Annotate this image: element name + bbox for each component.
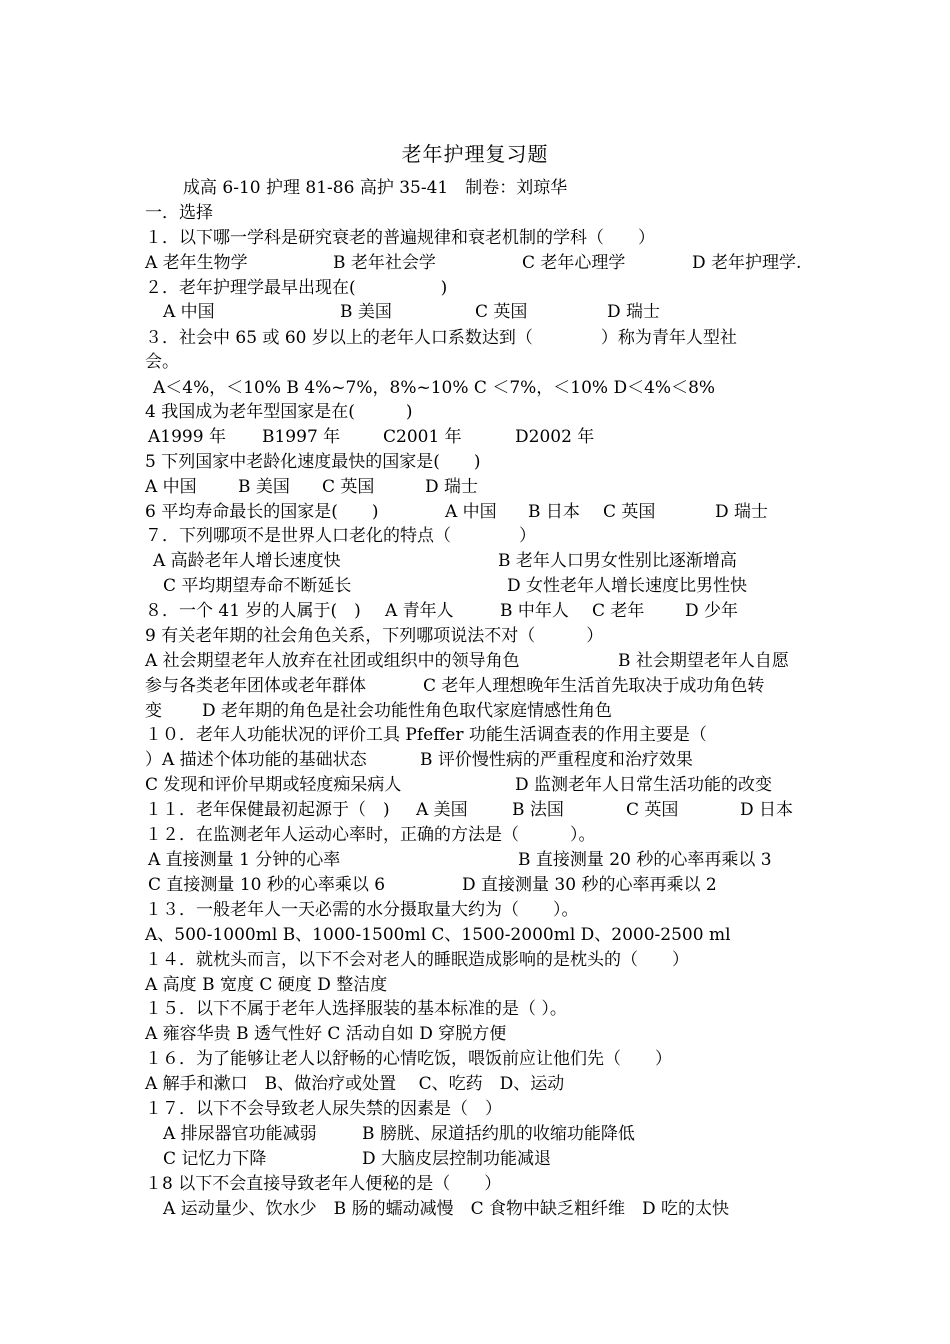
question-12: １２．在监测老年人运动心率时，正确的方法是（ ）。 [145,825,596,845]
q12-option-a: A 直接测量 1 分钟的心率 [148,850,341,870]
q8-option-d: D 少年 [685,601,739,621]
q9-option-c: C 老年人理想晚年生活首先取决于成功角色转 [423,676,765,696]
q9-option-b-cont: 参与各类老年团体或老年群体 [145,676,366,696]
q16-options: A 解手和漱口 B、做治疗或处置 C、吃药 D、运动 [145,1074,565,1094]
q11-option-b: B 法国 [512,800,564,820]
section-heading: 一．选择 [145,203,213,223]
q18-options: A 运动量少、饮水少 B 肠的蠕动减慢 C 食物中缺乏粗纤维 D 吃的太快 [163,1199,730,1219]
q10-option-c: C 发现和评价早期或轻度痴呆病人 [145,775,402,795]
q15-options: A 雍容华贵 B 透气性好 C 活动自如 D 穿脱方便 [145,1024,507,1044]
q11-option-c: C 英国 [626,800,679,820]
question-16: １６．为了能够让老人以舒畅的心情吃饭，喂饭前应让他们先（ ） [145,1049,672,1069]
q10-option-a: ）A 描述个体功能的基础状态 [145,750,367,770]
q7-option-b: B 老年人口男女性别比逐渐增高 [498,551,737,571]
q11-option-d: D 日本 [740,800,794,820]
q7-option-a: A 高龄老年人增长速度快 [153,551,341,571]
question-2: ２．老年护理学最早出现在( ) [145,278,448,298]
q17-option-d: D 大脑皮层控制功能减退 [362,1149,552,1169]
q4-option-c: C2001 年 [383,427,462,447]
q6-option-d: D 瑞士 [715,502,769,522]
q1-option-a: A 老年生物学 [145,253,248,273]
q1-option-b: B 老年社会学 [333,253,436,273]
q5-option-c: C 英国 [322,477,375,497]
page-title: 老年护理复习题 [401,142,549,166]
q5-option-b: B 美国 [238,477,290,497]
question-3: ３．社会中 65 或 60 岁以上的老年人口系数达到（ ）称为青年人型社 [145,328,737,348]
q11-option-a: A 美国 [416,800,468,820]
q9-option-b: B 社会期望老年人自愿 [618,651,789,671]
q4-option-b: B1997 年 [262,427,341,447]
q4-option-d: D2002 年 [515,427,595,447]
question-11: １１．老年保健最初起源于（ ) [145,800,390,820]
question-9: 9 有关老年期的社会角色关系，下列哪项说法不对（ ） [145,626,604,646]
q2-option-b: B 美国 [340,302,392,322]
question-18: １8 以下不会直接导致老年人便秘的是（ ） [145,1174,502,1194]
question-10: １０．老年人功能状况的评价工具 Pfeffer 功能生活调查表的作用主要是（ [145,725,707,745]
q5-option-d: D 瑞士 [425,477,479,497]
q8-option-c: C 老年 [592,601,645,621]
question-8: ８．一个 41 岁的人属于( ) [145,601,361,621]
q10-option-d: D 监测老年人日常生活功能的改变 [515,775,773,795]
q6-option-a: A 中国 [445,502,497,522]
q1-option-d: D 老年护理学. [692,253,802,273]
q7-option-d: D 女性老年人增长速度比男性快 [507,576,748,596]
q5-option-a: A 中国 [145,477,197,497]
q4-option-a: A1999 年 [148,427,226,447]
q1-option-c: C 老年心理学 [522,253,626,273]
q2-option-d: D 瑞士 [607,302,661,322]
q8-option-a: A 青年人 [385,601,454,621]
q12-option-b: B 直接测量 20 秒的心率再乘以 3 [518,850,772,870]
question-3-cont: 会。 [145,352,179,372]
q17-option-b: B 膀胱、尿道括约肌的收缩功能降低 [362,1124,635,1144]
exam-meta: 成高 6-10 护理 81-86 高护 35-41 制卷：刘琼华 [183,178,568,198]
q8-option-b: B 中年人 [500,601,569,621]
q2-option-a: A 中国 [163,302,215,322]
q17-option-a: A 排尿器官功能减弱 [163,1124,317,1144]
q17-option-c: C 记忆力下降 [163,1149,267,1169]
q10-option-b: B 评价慢性病的严重程度和治疗效果 [420,750,693,770]
question-17: １７．以下不会导致老人尿失禁的因素是（ ） [145,1099,502,1119]
q9-option-d: D 老年期的角色是社会功能性角色取代家庭情感性角色 [202,701,613,721]
q13-options: A、500-1000ml B、1000-1500ml C、1500-2000ml D、2000-2500 ml [145,925,731,945]
q12-option-d: D 直接测量 30 秒的心率再乘以 2 [462,875,717,895]
question-1: １．以下哪一学科是研究衰老的普遍规律和衰老机制的学科（ ） [145,228,655,248]
q9-option-c-cont: 变 [145,701,162,721]
question-13: １３．一般老年人一天必需的水分摄取量大约为（ ）。 [145,900,579,920]
question-7: ７．下列哪项不是世界人口老化的特点（ ） [145,526,536,546]
question-4: 4 我国成为老年型国家是在( ) [145,402,413,422]
q7-option-c: C 平均期望寿命不断延长 [163,576,352,596]
q6-option-c: C 英国 [603,502,656,522]
question-5: 5 下列国家中老龄化速度最快的国家是( ) [145,452,481,472]
q3-options: A＜4%，＜10% B 4%~7%，8%~10% C ＜7%，＜10% D＜4%＜8% [153,378,716,398]
question-15: １５．以下不属于老年人选择服装的基本标准的是（ ）。 [145,999,567,1019]
q12-option-c: C 直接测量 10 秒的心率乘以 6 [148,875,386,895]
q6-option-b: B 日本 [528,502,580,522]
q9-option-a: A 社会期望老年人放弃在社团或组织中的领导角色 [145,651,520,671]
question-14: １４．就枕头而言，以下不会对老人的睡眠造成影响的是枕头的（ ） [145,950,689,970]
q14-options: A 高度 B 宽度 C 硬度 D 整洁度 [145,975,388,995]
question-6: 6 平均寿命最长的国家是( ) [145,502,379,522]
q2-option-c: C 英国 [475,302,528,322]
